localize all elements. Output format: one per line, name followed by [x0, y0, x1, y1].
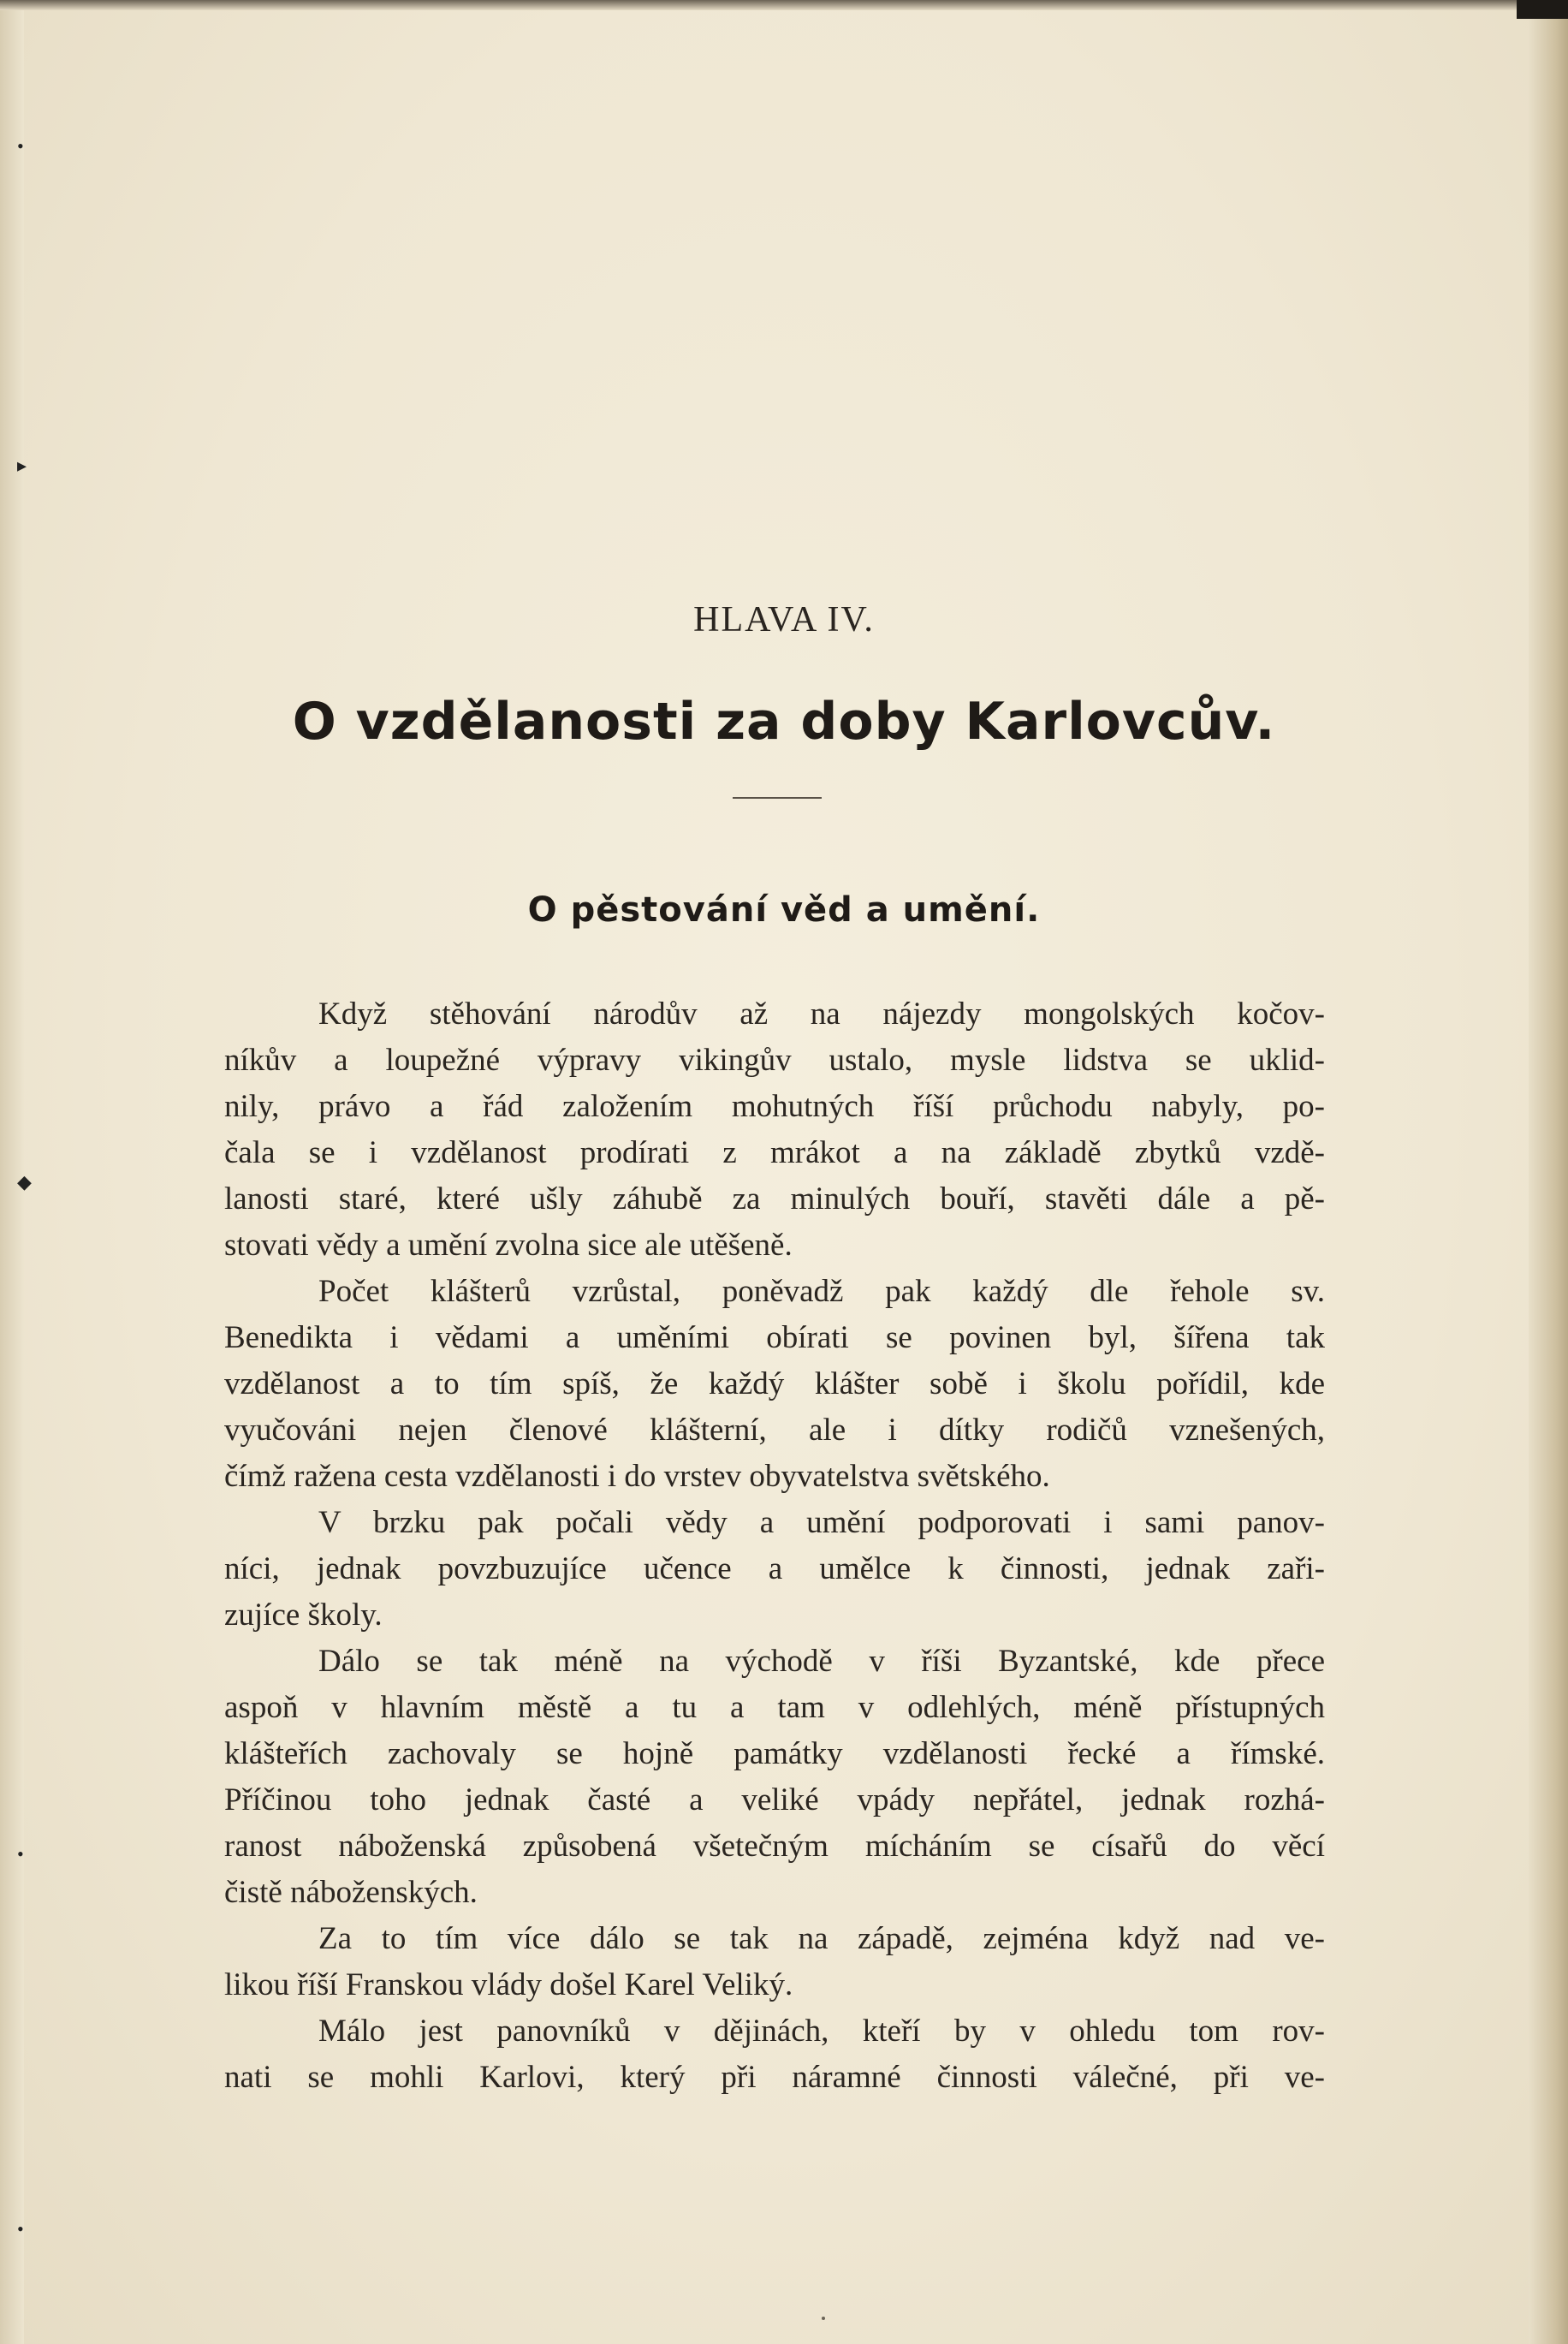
text-line: Příčinou toho jednak časté a veliké vpády nepřátel, jednak rozhá- [224, 1782, 1325, 1817]
text-line: níkův a loupežné výpravy vikingův ustalo, mysle lidstva se uklid- [224, 1043, 1325, 1078]
text-line: Počet klášterů vzrůstal, poněvadž pak každý dle řehole sv. [318, 1274, 1325, 1309]
text-line: ranost náboženská způsobená všetečným mícháním se císařů do věcí [224, 1829, 1325, 1864]
margin-mark-icon: ◆ [17, 1171, 32, 1193]
page-mark [822, 2317, 825, 2320]
text-line: aspoň v hlavním městě a tu a tam v odlehlých, méně přístupných [224, 1690, 1325, 1725]
text-line: Málo jest panovníků v dějinách, kteří by v ohledu tom rov- [318, 2014, 1325, 2049]
margin-mark-icon: • [17, 2218, 24, 2240]
text-line: likou říší Franskou vlády došel Karel Veliký. [224, 1967, 793, 2002]
title-rule [733, 797, 822, 799]
text-line: V brzku pak počali vědy a umění podporovati i sami panov- [318, 1505, 1325, 1540]
text-line: čala se i vzdělanost prodírati z mrákot a na základě zbytků vzdě- [224, 1135, 1325, 1170]
text-line: níci, jednak povzbuzujíce učence a umělce k činnosti, jednak zaři- [224, 1551, 1325, 1586]
text-line: stovati vědy a umění zvolna sice ale utěšeně. [224, 1228, 793, 1263]
text-line: Když stěhování národův až na nájezdy mongolských kočov- [318, 996, 1325, 1032]
chapter-heading: HLAVA IV. [693, 600, 875, 640]
body-text [224, 991, 1325, 2101]
text-line: zujíce školy. [224, 1597, 383, 1633]
text-line: vyučováni nejen členové klášterní, ale i dítky rodičů vznešených, [224, 1413, 1325, 1448]
text-line: lanosti staré, které ušly záhubě za minulých bouří, stavěti dále a pě- [224, 1181, 1325, 1217]
scan-corner [1517, 0, 1568, 19]
margin-mark-icon: ▸ [17, 455, 27, 476]
text-line: čímž ražena cesta vzdělanosti i do vrstev obyvatelstva světského. [224, 1459, 1050, 1494]
text-line: nati se mohli Karlovi, který při náramné činnosti válečné, při ve- [224, 2060, 1325, 2095]
margin-mark-icon: • [17, 135, 24, 157]
chapter-title: O vzdělanosti za doby Karlovcův. [292, 692, 1276, 752]
text-line: Benedikta i vědami a uměními obírati se povinen byl, šířena tak [224, 1320, 1325, 1355]
text-line: vzdělanost a to tím spíš, že každý klášter sobě i školu pořídil, kde [224, 1366, 1325, 1401]
text-line: Dálo se tak méně na východě v říši Byzantské, kde přece [318, 1644, 1325, 1679]
page-top-edge [0, 0, 1568, 10]
section-title: O pěstování věd a umění. [527, 890, 1041, 930]
text-line: Za to tím více dálo se tak na západě, zejména když nad ve- [318, 1921, 1325, 1956]
margin-mark-icon: • [17, 1843, 24, 1865]
page-edge [1529, 0, 1568, 2344]
text-line: nily, právo a řád založením mohutných říší průchodu nabyly, po- [224, 1089, 1325, 1124]
text-line: klášteřích zachovaly se hojně památky vzdělanosti řecké a římské. [224, 1736, 1325, 1771]
text-line: čistě náboženských. [224, 1875, 478, 1910]
